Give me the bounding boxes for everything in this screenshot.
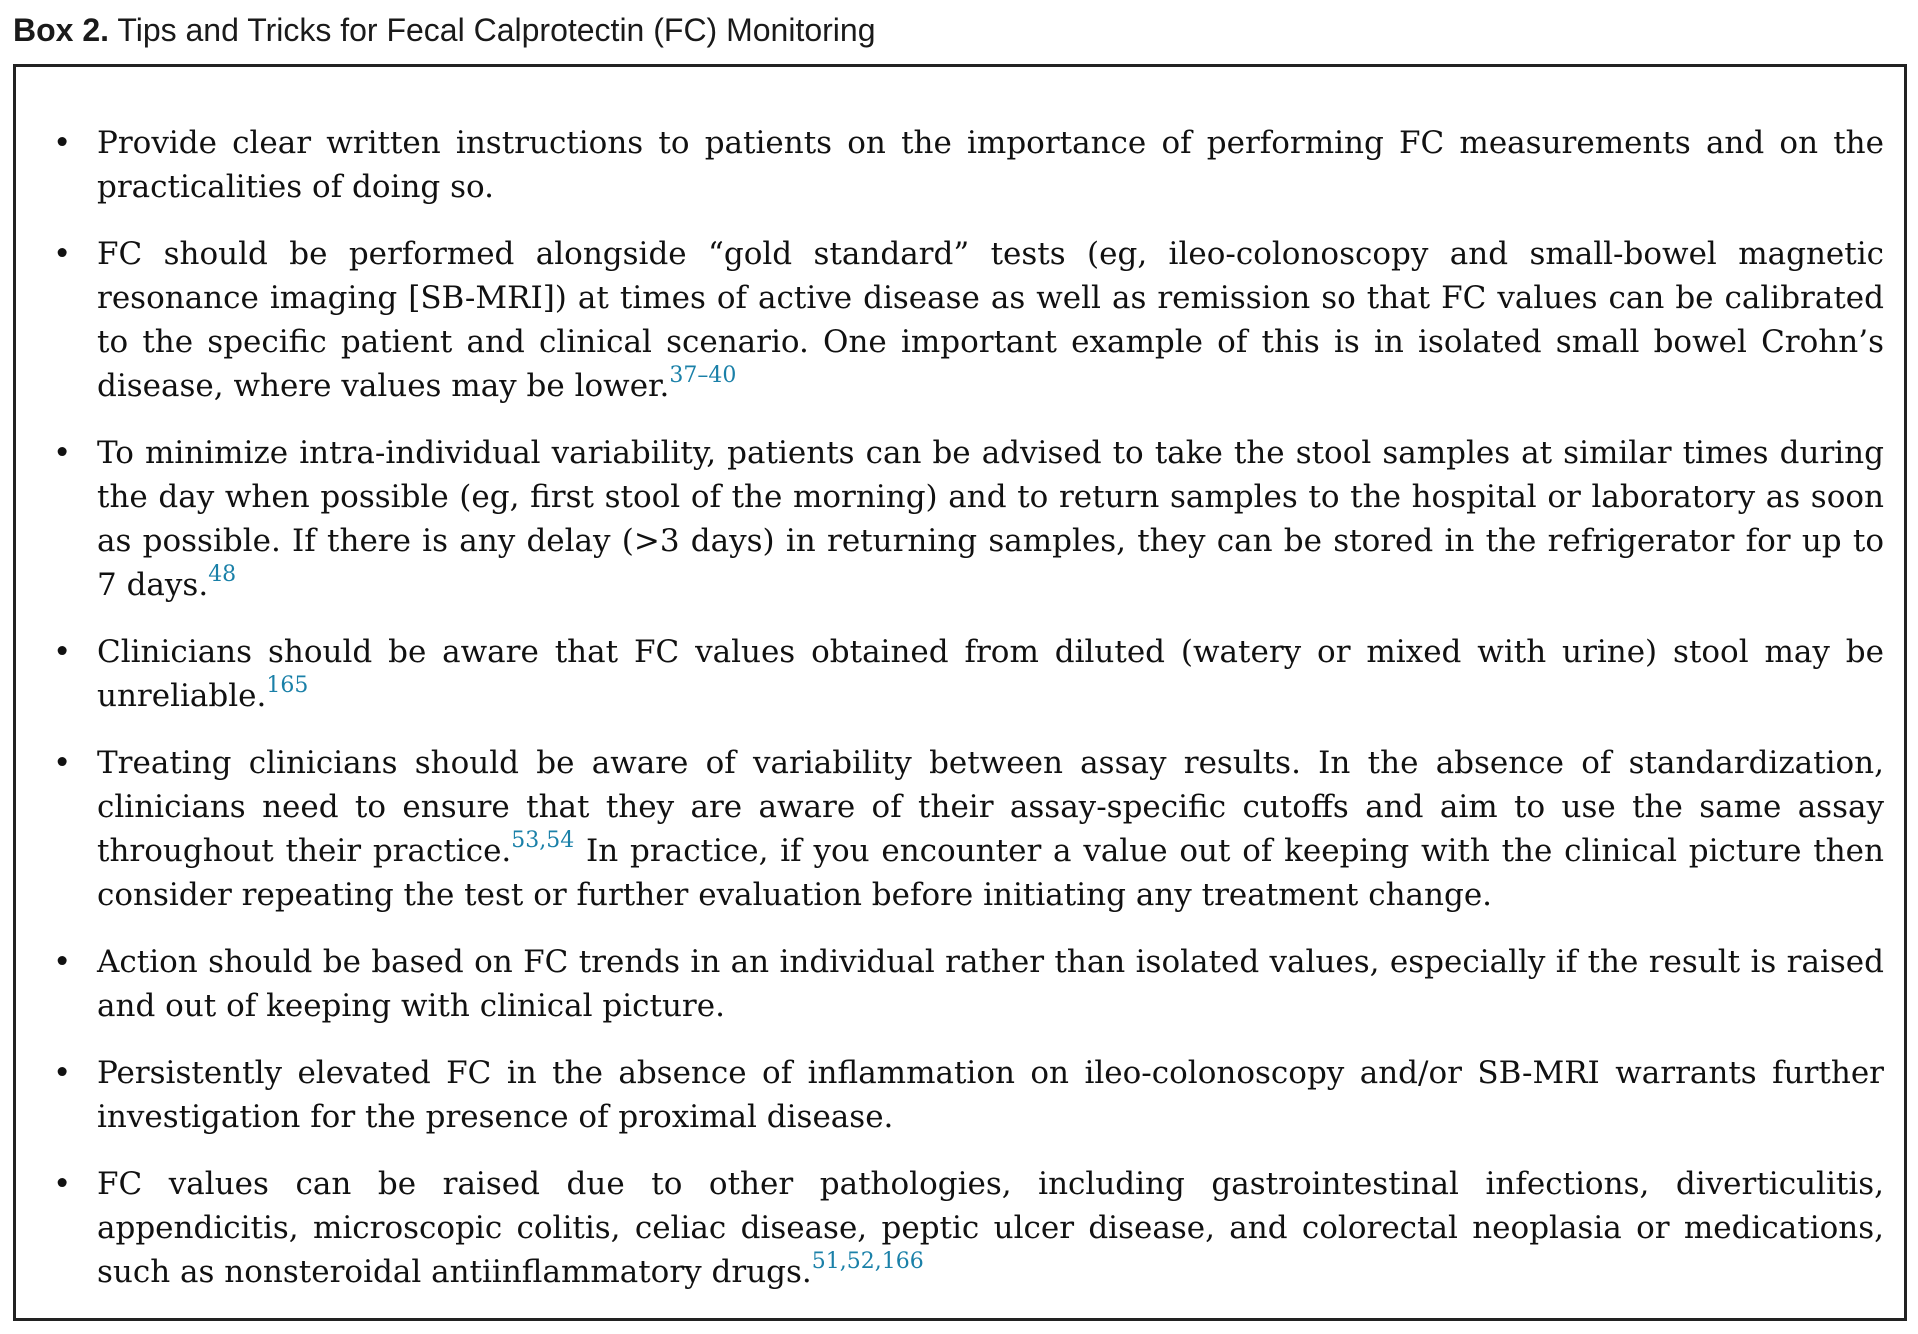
tip-text: In practice, if you encounter a value out of keeping with the clinical picture then consider repeating the test or further evaluation before initiating any treatment change. — [97, 833, 1884, 913]
bullet-icon: • — [53, 745, 72, 781]
tip-item — [53, 741, 1884, 917]
tip-text: Treating clinicians should be aware of variability between assay results. In the absence of standardization, clinicians need to ensure that they are aware of their assay-specific cutoffs and aim to use the same assay throughout their practice. — [97, 745, 1884, 869]
tip-item — [53, 431, 1884, 607]
tip-text: Persistently elevated FC in the absence of inflammation on ileo-colonoscopy and/or SB-MRI warrants further investigation for the presence of proximal disease. — [97, 1055, 1884, 1135]
tip-text: Action should be based on FC trends in an individual rather than isolated values, especially if the result is raised and out of keeping with clinical picture. — [97, 944, 1884, 1024]
reference-superscript: 37–40 — [669, 363, 737, 388]
tip-text: FC should be performed alongside “gold standard” tests (eg, ileo-colonoscopy and small-bowel magnetic resonance imaging [SB-MRI]) at times of active disease as well as remission so that FC values can be calibrated to the specific patient and clinical scenario. One important example of this is in isolated small bowel Crohn’s disease, where values may be lower. — [97, 236, 1884, 404]
bullet-icon: • — [53, 1055, 72, 1091]
tip-text: To minimize intra-individual variability, patients can be advised to take the stool samples at similar times during the day when possible (eg, first stool of the morning) and to return samples to the hospital or laboratory as soon as possible. If there is any delay (>3 days) in returning samples, they can be stored in the refrigerator for up to 7 days. — [97, 435, 1884, 603]
tip-text: Clinicians should be aware that FC values obtained from diluted (watery or mixed with urine) stool may be unreliable. — [97, 634, 1884, 714]
bullet-icon: • — [53, 236, 72, 272]
reference-superscript: 51,52,166 — [811, 1249, 924, 1274]
tip-item — [53, 1051, 1884, 1139]
box-title: Tips and Tricks for Fecal Calprotectin (FC) Monitoring — [117, 12, 876, 48]
reference-superscript: 48 — [208, 562, 237, 587]
bullet-icon: • — [53, 944, 72, 980]
reference-superscript: 53,54 — [511, 828, 575, 853]
box-label: Box 2. — [13, 12, 110, 48]
box-heading — [13, 8, 876, 52]
tip-text: Provide clear written instructions to patients on the importance of performing FC measurements and on the practicalities of doing so. — [97, 125, 1884, 205]
bullet-icon: • — [53, 1166, 72, 1202]
tip-item — [53, 121, 1884, 209]
tip-item — [53, 1162, 1884, 1294]
bullet-icon: • — [53, 634, 72, 670]
tip-item — [53, 232, 1884, 408]
tip-text: FC values can be raised due to other pathologies, including gastrointestinal infections, diverticulitis, appendicitis, microscopic colitis, celiac disease, peptic ulcer disease, and colorectal neoplasia or medications, such as nonsteroidal antiinflammatory drugs. — [97, 1166, 1884, 1290]
reference-superscript: 165 — [266, 673, 309, 698]
tips-list — [53, 121, 1884, 1317]
tip-item — [53, 940, 1884, 1028]
box-frame — [13, 64, 1907, 1321]
bullet-icon: • — [53, 125, 72, 161]
bullet-icon: • — [53, 435, 72, 471]
tip-item — [53, 630, 1884, 718]
